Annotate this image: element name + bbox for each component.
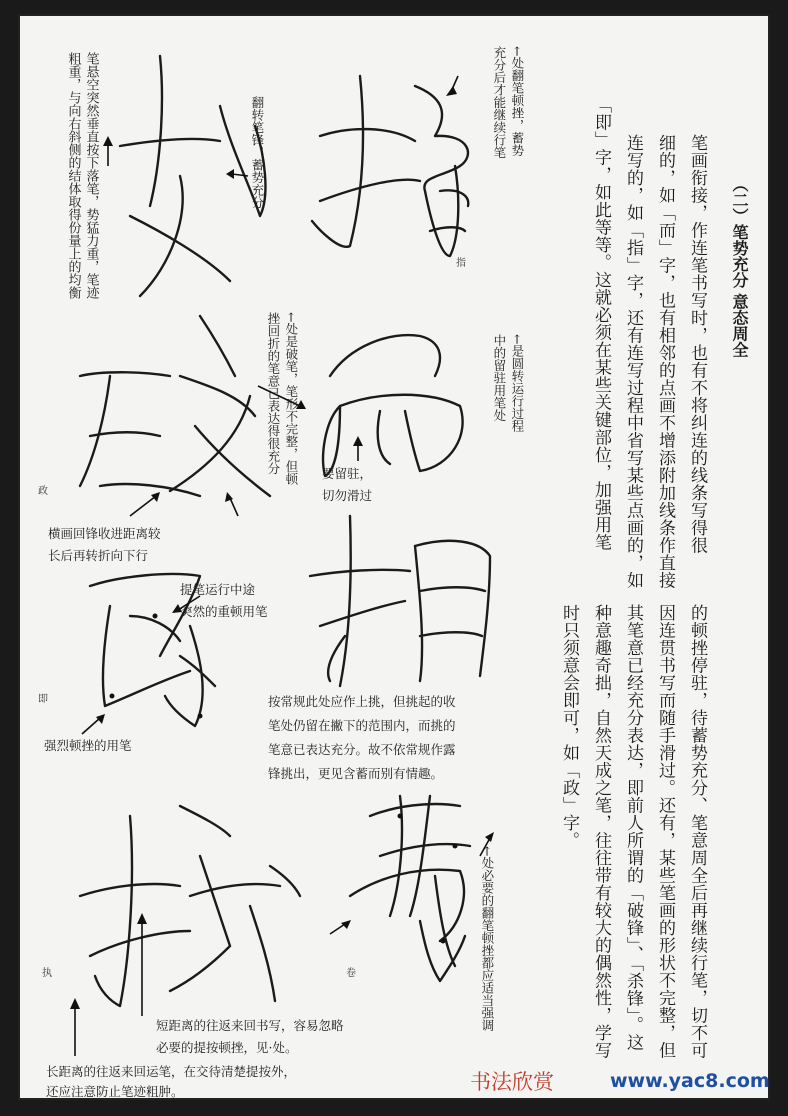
note-rule-line: 锋挑出，更见含蓄而别有情趣。 xyxy=(268,766,444,781)
body-column-5: 的顿挫停驻，待蓄势充分、笔意周全后再继续行笔，切不可 xyxy=(687,604,707,1059)
body-column-6: 因连贯书写而随手滑过。还有，某些笔画的形状不完整，但 xyxy=(655,604,675,1059)
note-reverse-2: 长后再转折向下行 xyxy=(48,548,149,563)
note-mid-left-1: 挫回折的笔意已表达得很充分 xyxy=(265,312,281,475)
char-label-zheng: 政 xyxy=(38,486,48,497)
char-label-zhi2: 执 xyxy=(42,968,52,979)
body-column-2: 细的，如「而」字，也有相邻的点画不增添附加线条作直接 xyxy=(655,134,675,589)
note-rule-line: 笔处仍留在撇下的范围内，而挑的 xyxy=(268,718,456,733)
note-top-left-1: 粗重，与向右斜侧的结体取得份量上的均衡 xyxy=(65,52,81,299)
body-column-8: 种意趣奇拙，自然天成之笔，往往带有较大的偶然性，学写 xyxy=(591,604,611,1059)
note-top-right-2: ←处翻笔顿挫，蓄势 xyxy=(509,46,525,157)
note-stay-1: 要留驻， xyxy=(322,466,373,481)
note-lift-2: 突然的重顿用笔 xyxy=(180,604,268,619)
character-er-artwork xyxy=(323,335,462,476)
note-mid-left-2: ←处是破笔，笔形不完整，但顿 xyxy=(283,312,299,485)
note-rule-line: 按常规此处应作上挑，但挑起的收 xyxy=(268,694,456,709)
note-mid-right-1: 中的留驻用笔处 xyxy=(491,334,507,422)
section-heading: （二）笔势充分 意态周全 xyxy=(730,176,749,358)
note-reverse-1: 横画回锋收进距离较 xyxy=(48,526,161,541)
character-juan-artwork xyxy=(350,796,470,981)
note-mid-right-2: ←是圆转运行过程 xyxy=(509,334,525,432)
body-column-9: 时只须意会即可，如「政」字。 xyxy=(559,604,579,849)
char-label-juan: 卷 xyxy=(346,968,356,979)
calligraphy-page xyxy=(18,14,770,1100)
character-zheng-mid-artwork xyxy=(80,316,270,496)
note-bottom-right: ←处必要的翻笔顿挫都应适当强调 xyxy=(479,846,495,1032)
note-rule-line: 笔意已表达充分。故不依常规作露 xyxy=(268,742,456,757)
arrow-markers xyxy=(70,76,494,1056)
character-zhi2-artwork xyxy=(80,806,300,1006)
note-lift-1: 提笔运行中途 xyxy=(180,582,256,597)
note-short-2: 必要的提按顿挫，见·处。 xyxy=(156,1040,298,1055)
note-long-1: 长距离的往返来回运笔，在交待清楚提按外， xyxy=(46,1064,297,1079)
note-short-1: 短距离的往返来回书写，容易忽略 xyxy=(156,1018,344,1033)
watermark-url[interactable]: www.yac8.com xyxy=(610,1070,770,1092)
watermark-text: 书法欣赏 xyxy=(470,1070,554,1094)
note-long-2: 还应注意防止笔迹粗肿。 xyxy=(46,1084,184,1099)
body-column-7: 其笔意已经充分表达，即前人所谓的「破锋」、「杀锋」。这 xyxy=(623,604,643,1051)
note-flip-brush: 翻转笔锋，蓄势充分 xyxy=(249,96,265,209)
char-label-zhi: 指 xyxy=(456,258,466,269)
note-top-right-1: 充分后才能继续行笔 xyxy=(491,46,507,159)
character-xiang-artwork xyxy=(310,516,490,686)
note-top-left-2: 笔悬空突然垂直按下落笔，势猛力重，笔迹 xyxy=(83,52,99,299)
note-stay-2: 切勿滑过 xyxy=(322,488,373,503)
body-column-1: 笔画衔接，作连笔书写时，也有不将纠连的线条写得很 xyxy=(687,134,707,554)
body-column-3: 连写的，如「指」字，还有连写过程中省写某些点画的，如 xyxy=(623,134,643,589)
body-column-4: 「即」字，如此等等。这就必须在某些关键部位，加强用笔 xyxy=(591,96,611,551)
char-label-ji: 即 xyxy=(38,694,48,705)
note-strong: 强烈顿挫的用笔 xyxy=(44,738,132,753)
character-zhi-artwork xyxy=(312,76,468,256)
